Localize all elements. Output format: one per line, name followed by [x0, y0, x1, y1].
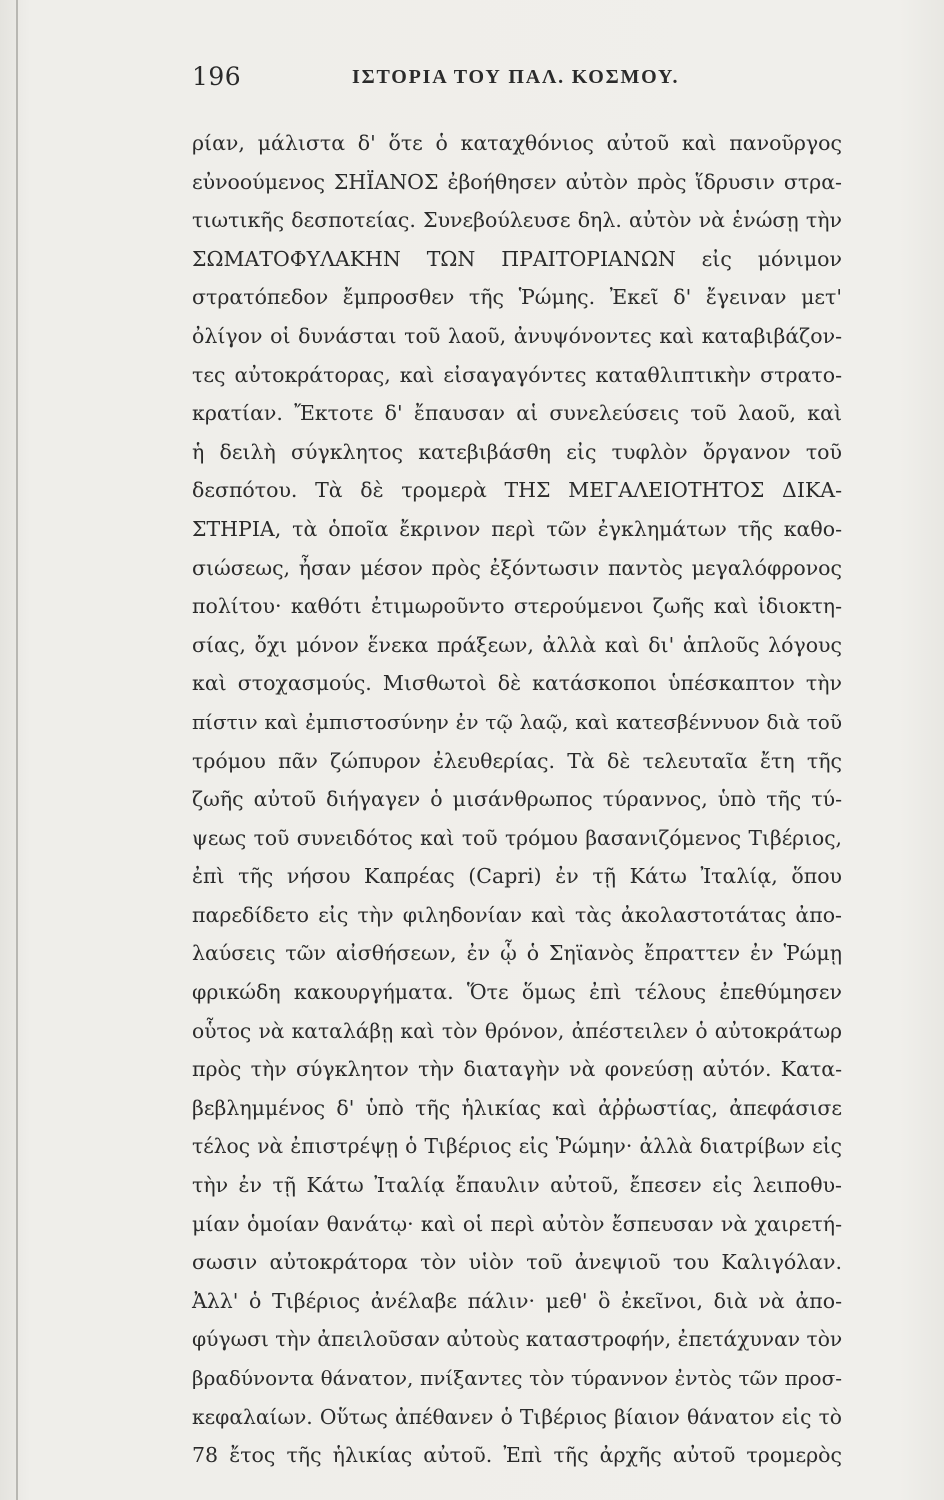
text-line: ρίαν, μάλιστα δ' ὅτε ὁ καταχθόνιος αὐτοῦ καὶ πανοῦργος — [192, 131, 842, 155]
text-line: μίαν ὁμοίαν θανάτῳ· καὶ οἱ περὶ αὐτὸν ἔσπευσαν νὰ χαιρετή- — [192, 1211, 842, 1236]
text-line: ψεως τοῦ συνειδότος καὶ τοῦ τρόμου βασανιζόμενος Τιβέριος, — [192, 825, 842, 850]
text-line: τες αὐτοκράτορας, καὶ εἰσαγαγόντες καταθλιπτικὴν στρατο- — [192, 362, 842, 387]
text-line: 78 ἔτος τῆς ἡλικίας αὐτοῦ. Ἐπὶ τῆς ἀρχῆς αὐτοῦ τρομερὸς — [192, 1443, 842, 1468]
text-line: δεσπότου. Τὰ δὲ τρομερὰ ΤΗΣ ΜΕΓΑΛΕΙΟΤΗΤΟΣ ΔΙΚΑ- — [192, 478, 842, 503]
text-line: σιώσεως, ἦσαν μέσον πρὸς ἐξόντωσιν παντὸς μεγαλόφρονος — [192, 555, 842, 580]
text-line: ΣΩΜΑΤΟΦΥΛΑΚΗΝ ΤΩΝ ΠΡΑΙΤΟΡΙΑΝΩΝ εἰς μόνιμον — [192, 246, 842, 271]
text-line: ὀλίγον οἱ δυνάσται τοῦ λαοῦ, ἀνυψόνοντες καὶ καταβιβάζον- — [192, 323, 842, 348]
text-line: ἐπὶ τῆς νήσου Καπρέας (Capri) ἐν τῇ Κάτω Ἰταλίᾳ, ὅπου — [192, 864, 842, 889]
text-line: παρεδίδετο εἰς τὴν φιληδονίαν καὶ τὰς ἀκολαστοτάτας ἀπο- — [192, 902, 842, 927]
text-line: οὗτος νὰ καταλάβῃ καὶ τὸν θρόνον, ἀπέστειλεν ὁ αὐτοκράτωρ — [192, 1018, 842, 1043]
text-line: τιωτικῆς δεσποτείας. Συνεβούλευσε δηλ. αὐτὸν νὰ ἑνώσῃ τὴν — [192, 208, 842, 233]
page-number: 196 — [192, 62, 242, 91]
text-line: πίστιν καὶ ἐμπιστοσύνην ἐν τῷ λαῷ, καὶ κατεσβέννυον διὰ τοῦ — [192, 709, 842, 734]
text-line: πολίτου· καθότι ἐτιμωροῦντο στερούμενοι ζωῆς καὶ ἰδιοκτη- — [192, 594, 842, 619]
text-line: βεβλημμένος δ' ὑπὸ τῆς ἡλικίας καὶ ἀῤῥωστίας, ἀπεφάσισε — [192, 1095, 842, 1120]
page-edge — [16, 0, 18, 1500]
text-line: τρόμου πᾶν ζώπυρον ἐλευθερίας. Τὰ δὲ τελευταῖα ἔτη τῆς — [192, 748, 842, 773]
text-line: εὐνοούμενος ΣΗΪΑΝΟΣ ἐβοήθησεν αὐτὸν πρὸς ἵδρυσιν στρα- — [192, 169, 842, 194]
text-line: ΣΤΗΡΙΑ, τὰ ὁποῖα ἔκρινον περὶ τῶν ἐγκλημάτων τῆς καθο- — [192, 516, 842, 541]
text-line: ζωῆς αὐτοῦ διήγαγεν ὁ μισάνθρωπος τύραννος, ὑπὸ τῆς τύ- — [192, 787, 842, 812]
text-line: σωσιν αὐτοκράτορα τὸν υἱὸν τοῦ ἀνεψιοῦ του Καλιγόλαν. — [192, 1250, 842, 1275]
text-line: λαύσεις τῶν αἰσθήσεων, ἐν ᾧ ὁ Σηϊανὸς ἔπραττεν ἐν Ῥώμῃ — [192, 941, 842, 966]
text-line: φύγωσι τὴν ἀπειλοῦσαν αὐτοὺς καταστροφήν, ἐπετάχυναν τὸν — [192, 1327, 843, 1352]
text-line: καὶ στοχασμούς. Μισθωτοὶ δὲ κατάσκοποι ὑπέσκαπτον τὴν — [192, 671, 842, 696]
text-line: στρατόπεδον ἔμπροσθεν τῆς Ῥώμης. Ἐκεῖ δ' ἔγειναν μετ' — [192, 285, 842, 310]
text-line: φρικώδη κακουργήματα. Ὅτε ὅμως ἐπὶ τέλους ἐπεθύμησεν — [192, 980, 842, 1005]
text-line: Ἀλλ' ὁ Τιβέριος ἀνέλαβε πάλιν· μεθ' ὃ ἐκεῖνοι, διὰ νὰ ἀπο- — [192, 1288, 842, 1313]
body-text — [192, 124, 842, 1475]
text-line: κρατίαν. Ἔκτοτε δ' ἔπαυσαν αἱ συνελεύσεις τοῦ λαοῦ, καὶ — [192, 401, 842, 426]
text-line: κεφαλαίων. Οὕτως ἀπέθανεν ὁ Τιβέριος βίαιον θάνατον εἰς τὸ — [192, 1404, 842, 1429]
text-line: ἡ δειλὴ σύγκλητος κατεβιβάσθη εἰς τυφλὸν ὄργανον τοῦ — [192, 439, 842, 464]
text-line: πρὸς τὴν σύγκλητον τὴν διαταγὴν νὰ φονεύσῃ αὐτόν. Κατα- — [192, 1057, 842, 1082]
text-line: βραδύνοντα θάνατον, πνίξαντες τὸν τύραννον ἐντὸς τῶν προσ- — [192, 1366, 842, 1390]
text-line: τὴν ἐν τῇ Κάτω Ἰταλίᾳ ἔπαυλιν αὐτοῦ, ἔπεσεν εἰς λειποθυ- — [192, 1173, 842, 1198]
text-line: σίας, ὄχι μόνον ἕνεκα πράξεων, ἀλλὰ καὶ δι' ἁπλοῦς λόγους — [192, 632, 842, 657]
running-title: ΙΣΤΟΡΙΑ ΤΟΥ ΠΑΛ. ΚΟΣΜΟΥ. — [352, 66, 680, 88]
text-line: τέλος νὰ ἐπιστρέψῃ ὁ Τιβέριος εἰς Ῥώμην· ἀλλὰ διατρίβων εἰς — [192, 1134, 842, 1159]
page-header — [192, 62, 832, 102]
